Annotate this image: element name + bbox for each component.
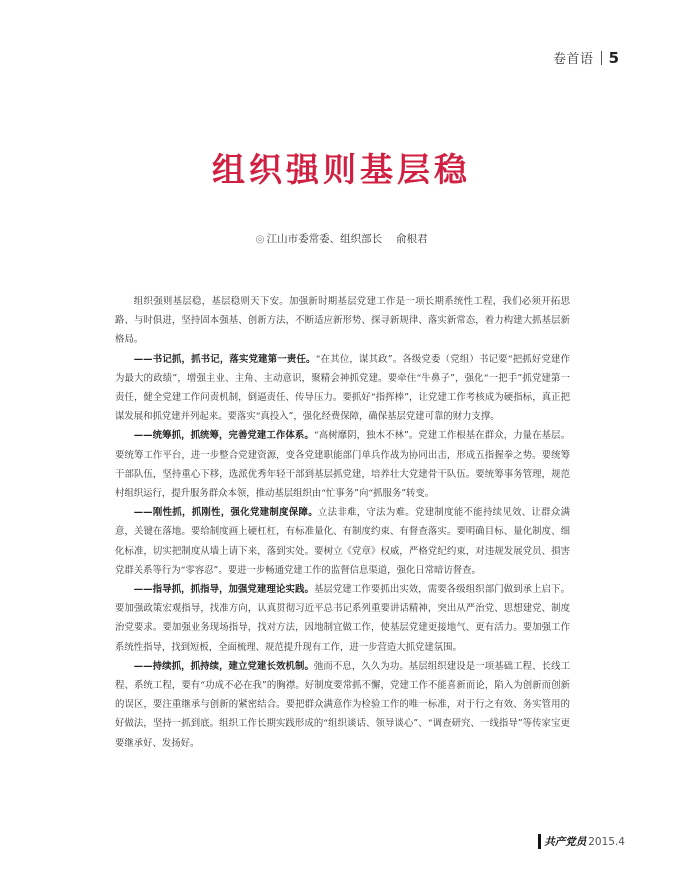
page-number: 5 <box>608 48 619 67</box>
paragraph-text: 基层党建工作要抓出实效，需要各级组织部门做到承上启下。要加强政策宏观指导，找准方向，认真贯彻习近平总书记系列重要讲话精神，突出从严治党、思想建党、制度治党要求。要加强业务现场指导，找对方法，因地制宜做工作，使基层党建更接地气、更有活力。要加强工作系统性指导，找到短板，全面梳理、规范提升现有工作，进一步营造大抓党建氛围。 <box>115 584 570 653</box>
issue-number: 2015.4 <box>588 835 625 848</box>
article-title: 组织强则基层稳 <box>212 150 471 189</box>
body-paragraph <box>115 580 570 657</box>
intro-paragraph: 组织强则基层稳，基层稳则天下安。加强新时期基层党建工作是一项长期系统性工程，我们必须开拓思路、与时俱进，坚持固本强基、创新方法，不断适应新形势、探寻新规律、落实新常态，着力构建大抓基层新格局。 <box>115 296 570 346</box>
paragraph-text: 立法非难，守法为难。党建制度能不能持续见效、让群众满意，关键在落地。要给制度画上硬杠杠，有标准量化、有制度约束、有督查落实。要明确目标、量化制度、细化标准，切实把制度从墙上请下来，落到实处。要树立《党章》权威，严格党纪约束，对违规发展党员、損害党群关系等行为“零容忍”。要进一步畅通党建工作的监督信息渠道，强化日常暗访督查。 <box>115 507 570 576</box>
header-divider <box>601 51 602 65</box>
paragraph-text: 弛而不息，久久为功。基层组织建设是一项基础工程、长线工程、系统工程，要有“功成不必在我”的胸襟。好制度要常抓不懈，党建工作不能喜新而论，陷入为创新而创新的误区，要注重继承与创新的紧密结合。要把群众满意作为检验工作的唯一标准，对于行之有效、务实管用的好做法，坚持一抓到底。组织工作长期实践形成的“组织谈话、领导谈心”、“调查研究、一线指导”等传家宝更要继承好、发扬好。 <box>115 660 570 749</box>
body-paragraph <box>115 426 570 503</box>
body-paragraph <box>115 657 570 753</box>
running-header <box>553 48 619 67</box>
byline <box>0 231 683 246</box>
paragraph-lead: ——书记抓，抓书记，落实党建第一责任。 <box>133 353 316 365</box>
magazine-logo: 共产党员 <box>538 834 586 849</box>
paragraph-lead: ——刚性抓，抓刚性，强化党建制度保障。 <box>133 507 318 519</box>
paragraph-lead: ——持续抓，抓持续，建立党建长效机制。 <box>133 660 314 672</box>
paragraph-text: “高树靡阴，独木不林”。党建工作根基在群众，力量在基层。要统筹工作平台，进一步整合党建资源，变各党建职能部门单兵作战为协同出击，形成五指握拳之势。要统筹干部队伍，坚持重心下移，选派优秀年轻干部到基层抓党建，培养壮大党建骨干队伍。要统筹事务管理，规范村组织运行，提升服务群众本领，推动基层组织由“忙事务”向“抓服务”转变。 <box>115 430 570 500</box>
article-body <box>115 292 570 753</box>
body-paragraph <box>115 350 570 427</box>
paragraph-lead: ——统筹抓，抓统筹，完善党建工作体系。 <box>133 430 314 442</box>
page-footer <box>538 834 625 849</box>
author-position: 江山市委常委、组织部长 <box>266 233 383 245</box>
author-name: 俞根君 <box>396 233 428 245</box>
body-paragraph <box>115 503 570 580</box>
paragraph-lead: ——指导抓，抓指导，加强党建理论实践。 <box>133 584 314 596</box>
paragraph-text: “在其位，谋其政”。各级党委（党组）书记要“把抓好党建作为最大的政绩”，增强主业、主角、主动意识，聚精会神抓党建。要牵住“牛鼻子”，强化“一把手”抓党建第一责任，健全党建工作问责机制，倒逼责任、传导压力。要抓好“指挥棒”，让党建工作考核成为硬指标，真正把谋发展和抓党建并列起来。要落实“真投入”，强化经费保障，确保基层党建可靠的财力支撑。 <box>115 353 570 423</box>
byline-mark-icon: ◎ <box>255 233 265 245</box>
section-label: 卷首语 <box>553 52 594 67</box>
